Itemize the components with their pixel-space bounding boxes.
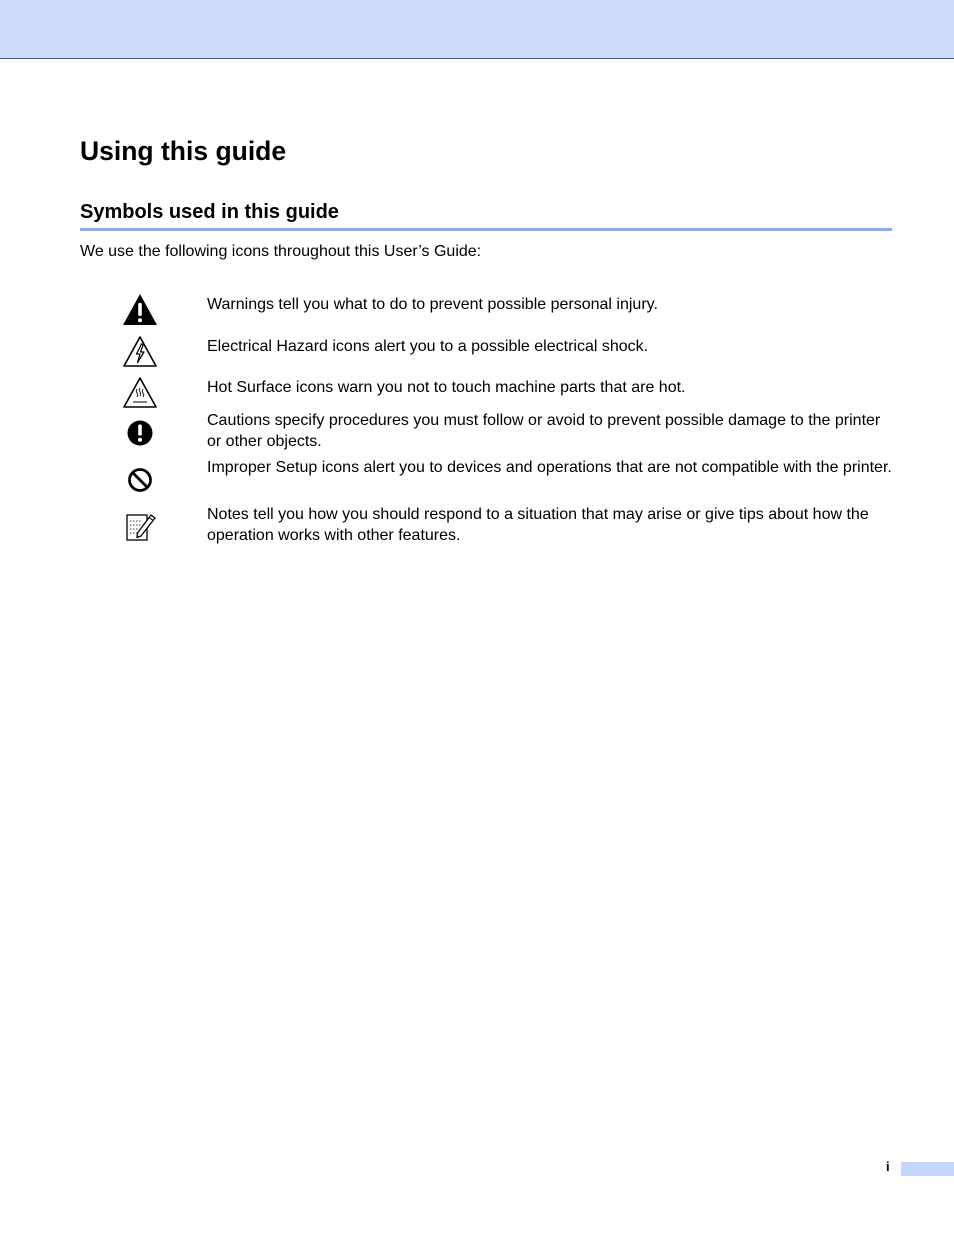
caution-icon (122, 415, 158, 451)
section-divider (80, 228, 892, 231)
header-band (0, 0, 954, 59)
page-tab-marker (901, 1162, 954, 1176)
symbol-description-note: Notes tell you how you should respond to a situation that may arise or give tips about how the operation works with other features. (207, 506, 869, 544)
hot-surface-icon (122, 375, 158, 411)
symbol-description-electrical-hazard: Electrical Hazard icons alert you to a possible electrical shock. (207, 338, 649, 355)
symbol-description-warning: Warnings tell you what to do to prevent possible personal injury. (207, 296, 658, 313)
section-title: Symbols used in this guide (80, 201, 339, 223)
page-number: i (886, 1159, 890, 1174)
intro-text: We use the following icons throughout this User’s Guide: (80, 243, 482, 260)
page-title: Using this guide (80, 136, 287, 166)
improper-setup-icon (122, 462, 158, 498)
symbol-description-hot-surface: Hot Surface icons warn you not to touch machine parts that are hot. (207, 379, 686, 396)
electrical-hazard-icon (122, 334, 158, 370)
note-icon (122, 509, 158, 545)
symbol-description-caution: Cautions specify procedures you must follow or avoid to prevent possible damage to the printer or other objects. (207, 412, 881, 450)
warning-icon (122, 292, 158, 328)
symbol-description-improper-setup: Improper Setup icons alert you to devices and operations that are not compatible with the printer. (207, 459, 892, 476)
